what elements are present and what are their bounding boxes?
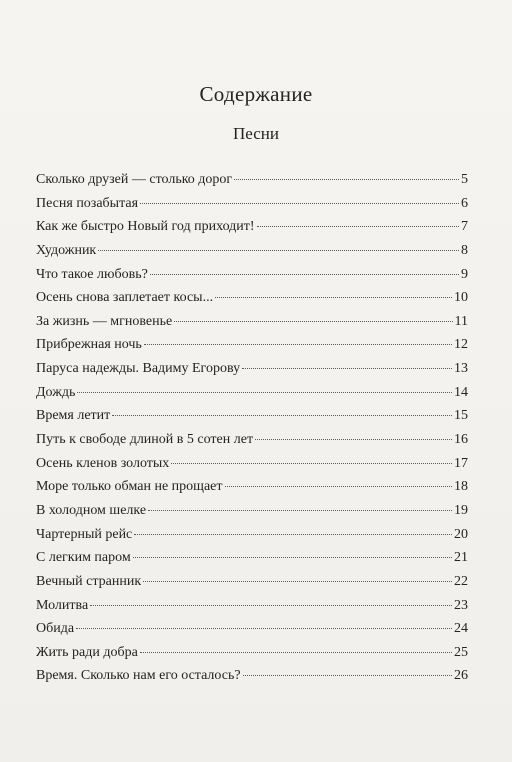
toc-entry-page: 14 bbox=[454, 384, 468, 400]
dot-leader bbox=[77, 392, 452, 393]
dot-leader bbox=[90, 605, 452, 606]
dot-leader bbox=[174, 321, 452, 322]
dot-leader bbox=[225, 486, 452, 487]
toc-entry bbox=[36, 357, 468, 381]
toc-entry-title: С легким паром bbox=[36, 550, 131, 566]
toc-entry-page: 7 bbox=[461, 219, 468, 235]
toc-entry-page: 9 bbox=[461, 266, 468, 282]
toc-entry bbox=[36, 641, 468, 665]
toc-entry-page: 13 bbox=[454, 361, 468, 377]
section-heading: Песни bbox=[233, 124, 279, 143]
table-of-contents bbox=[36, 168, 468, 688]
toc-entry-title: Сколько друзей — столько дорог bbox=[36, 172, 233, 187]
toc-entry bbox=[36, 594, 468, 618]
toc-entry bbox=[36, 286, 468, 310]
toc-entry-title: Паруса надежды. Вадиму Егорову bbox=[36, 361, 241, 377]
toc-entry bbox=[36, 263, 468, 287]
toc-entry bbox=[36, 215, 468, 239]
toc-entry-title: Молитва bbox=[36, 597, 89, 613]
toc-entry bbox=[36, 381, 468, 405]
toc-entry-title: Осень кленов золотых bbox=[36, 455, 170, 471]
toc-entry-title: Море только обман не прощает bbox=[36, 479, 223, 495]
dot-leader bbox=[242, 368, 452, 369]
dot-leader bbox=[144, 344, 452, 345]
toc-entry-page: 6 bbox=[461, 195, 468, 211]
toc-entry-page: 10 bbox=[454, 290, 468, 306]
toc-entry-page: 23 bbox=[454, 597, 468, 613]
dot-leader bbox=[150, 274, 459, 275]
toc-entry-title: За жизнь — мгновенье bbox=[36, 313, 173, 329]
dot-leader bbox=[76, 628, 452, 629]
dot-leader bbox=[133, 557, 452, 558]
toc-entry-page: 20 bbox=[454, 526, 468, 542]
toc-entry-title: Осень снова заплетает косы... bbox=[36, 290, 214, 306]
toc-entry-page: 19 bbox=[454, 502, 468, 518]
toc-entry-title: Жить ради добра bbox=[36, 644, 138, 660]
dot-leader bbox=[98, 250, 459, 251]
toc-entry-page: 5 bbox=[461, 172, 468, 187]
toc-entry bbox=[36, 168, 468, 192]
toc-entry-title: Дождь bbox=[36, 384, 76, 400]
toc-entry-page: 12 bbox=[454, 337, 468, 353]
dot-leader bbox=[243, 675, 452, 676]
toc-entry-title: Время летит bbox=[36, 408, 111, 424]
dot-leader bbox=[140, 652, 452, 653]
toc-entry bbox=[36, 428, 468, 452]
toc-entry-title: Прибрежная ночь bbox=[36, 337, 142, 353]
dot-leader bbox=[112, 415, 452, 416]
toc-entry-title: Песня позабытая bbox=[36, 195, 139, 211]
toc-entry-title: Художник bbox=[36, 242, 97, 258]
toc-entry-title: Что такое любовь? bbox=[36, 266, 148, 282]
dot-leader bbox=[215, 297, 452, 298]
toc-entry-page: 24 bbox=[454, 621, 468, 637]
toc-entry bbox=[36, 523, 468, 547]
toc-entry-title: Обида bbox=[36, 621, 75, 637]
toc-entry-page: 25 bbox=[454, 644, 468, 660]
toc-entry-page: 11 bbox=[454, 313, 468, 329]
toc-entry bbox=[36, 239, 468, 263]
toc-entry-page: 8 bbox=[461, 242, 468, 258]
toc-entry bbox=[36, 452, 468, 476]
toc-entry-page: 22 bbox=[454, 573, 468, 589]
toc-entry-title: Путь к свободе длиной в 5 сотен лет bbox=[36, 432, 254, 448]
toc-entry-title: В холодном шелке bbox=[36, 502, 147, 518]
toc-entry bbox=[36, 546, 468, 570]
toc-entry-page: 17 bbox=[454, 455, 468, 471]
toc-entry bbox=[36, 192, 468, 216]
toc-entry bbox=[36, 404, 468, 428]
dot-leader bbox=[140, 203, 459, 204]
page-title: Содержание bbox=[199, 82, 313, 106]
toc-entry bbox=[36, 570, 468, 594]
toc-entry bbox=[36, 499, 468, 523]
toc-entry-title: Как же быстро Новый год приходит! bbox=[36, 219, 255, 235]
toc-entry bbox=[36, 664, 468, 688]
dot-leader bbox=[134, 534, 452, 535]
dot-leader bbox=[171, 463, 452, 464]
toc-entry-title: Время. Сколько нам его осталось? bbox=[36, 668, 241, 684]
toc-entry-page: 26 bbox=[454, 668, 468, 684]
toc-entry bbox=[36, 333, 468, 357]
toc-entry-title: Вечный странник bbox=[36, 573, 142, 589]
dot-leader bbox=[234, 179, 459, 180]
toc-entry bbox=[36, 617, 468, 641]
toc-entry-title: Чартерный рейс bbox=[36, 526, 133, 542]
toc-entry-page: 18 bbox=[454, 479, 468, 495]
toc-entry bbox=[36, 310, 468, 334]
dot-leader bbox=[255, 439, 452, 440]
toc-entry bbox=[36, 475, 468, 499]
toc-entry-page: 16 bbox=[454, 432, 468, 448]
dot-leader bbox=[257, 226, 459, 227]
dot-leader bbox=[143, 581, 452, 582]
toc-entry-page: 15 bbox=[454, 408, 468, 424]
toc-entry-page: 21 bbox=[454, 550, 468, 566]
dot-leader bbox=[148, 510, 452, 511]
